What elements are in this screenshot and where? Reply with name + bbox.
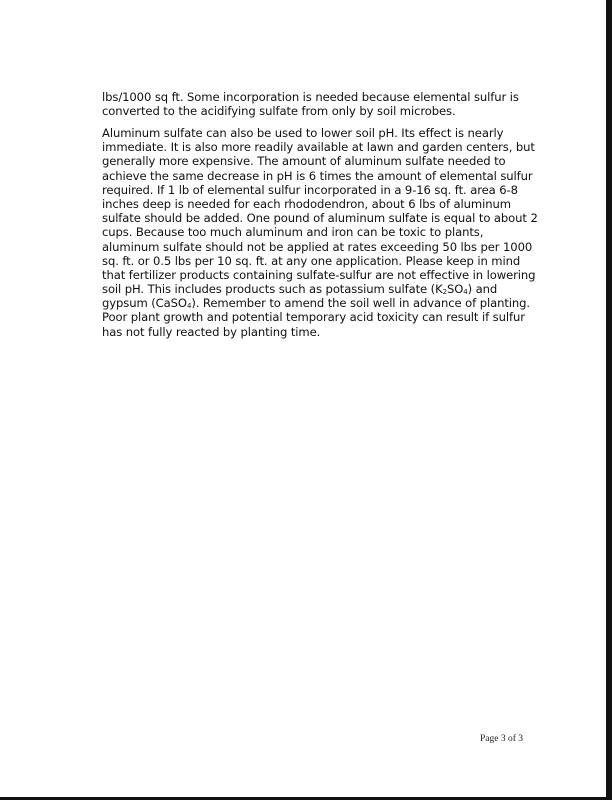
text-line: lbs/1000 sq ft. Some incorporation is needed because elemental sulfur is: [102, 90, 519, 104]
text-line: converted to the acidifying sulfate from only by soil microbes.: [102, 104, 456, 119]
page-number: Page 3 of 3: [480, 734, 524, 744]
text-line: cups. Because too much aluminum and iron can be toxic to plants,: [102, 225, 484, 240]
paragraph-2: [102, 126, 538, 339]
text-span: ). Remember to amend the soil well in advance of planting.: [191, 296, 530, 311]
text-span: gypsum (CaSO: [102, 296, 187, 311]
text-span: SO: [446, 282, 464, 297]
subscript: 4: [186, 302, 192, 311]
subscript: 2: [442, 288, 447, 297]
text-line: achieve the same decrease in pH is 6 times the amount of elemental sulfur: [102, 168, 533, 183]
text-line: Poor plant growth and potential temporary acid toxicity can result if sulfur: [102, 310, 525, 325]
scan-border-right: [606, 0, 612, 800]
text-line: inches deep is needed for each rhododendron, about 6 lbs of aluminum: [102, 196, 511, 211]
text-line-gypsum: [102, 296, 538, 310]
text-span: ) and: [467, 282, 498, 297]
text-line: immediate. It is also more readily available at lawn and garden centers, but: [102, 140, 535, 155]
text-line: sq. ft. or 0.5 lbs per 10 sq. ft. at any one application. Please keep in mind: [102, 253, 521, 268]
text-line: aluminum sulfate should not be applied at rates exceeding 50 lbs per 1000: [102, 239, 533, 254]
subscript: 4: [463, 288, 468, 297]
text-span: soil pH. This includes products such as potassium sulfate (K: [102, 282, 443, 297]
text-line: generally more expensive. The amount of aluminum sulfate needed to: [102, 154, 506, 169]
text-line: that fertilizer products containing sulfate-sulfur are not effective in lowering: [102, 267, 536, 282]
text-line-potassium-sulfate: [102, 282, 538, 296]
text-line: has not fully reacted by planting time.: [102, 324, 321, 339]
text-line: sulfate should be added. One pound of aluminum sulfate is equal to about 2: [102, 211, 538, 226]
text-line: Aluminum sulfate can also be used to lower soil pH. Its effect is nearly: [102, 126, 504, 140]
text-line: required. If 1 lb of elemental sulfur incorporated in a 9-16 sq. ft. area 6-8: [102, 182, 518, 197]
paragraph-1: [102, 90, 519, 118]
